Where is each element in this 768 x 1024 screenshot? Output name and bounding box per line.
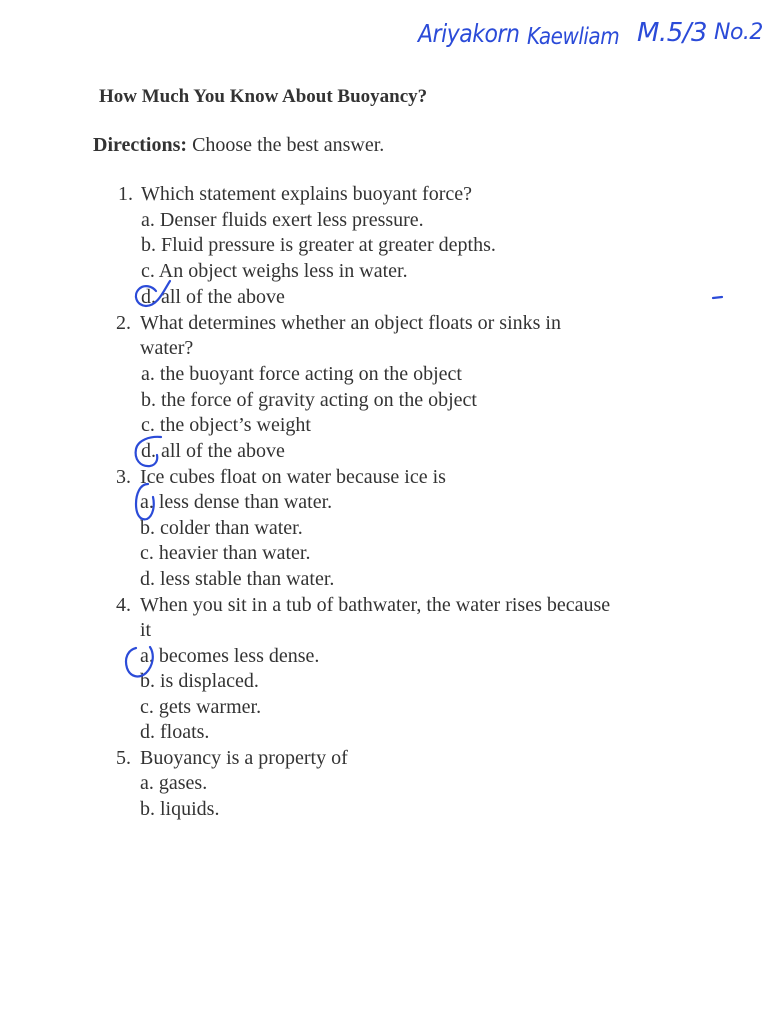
- question-5-number: 5.: [116, 747, 131, 769]
- question-4-option-a: a. becomes less dense.: [140, 645, 320, 667]
- handwritten-first-name: Ariyakorn: [418, 20, 520, 49]
- question-4-number: 4.: [116, 594, 131, 616]
- question-3-number: 3.: [116, 466, 131, 488]
- question-2-option-c: c. the object’s weight: [141, 414, 311, 436]
- question-1-option-d: d. all of the above: [141, 286, 285, 308]
- question-4-option-c: c. gets warmer.: [140, 696, 262, 718]
- directions: [93, 134, 384, 157]
- question-5-option-b: b. liquids.: [140, 798, 220, 820]
- question-1-option-a: a. Denser fluids exert less pressure.: [141, 209, 424, 231]
- question-1-number: 1.: [118, 183, 133, 205]
- question-1-option-b: b. Fluid pressure is greater at greater depths.: [141, 234, 496, 256]
- question-5-option-a: a. gases.: [140, 772, 208, 794]
- handwritten-number: No.2: [714, 20, 763, 45]
- question-4-text-line-2: it: [140, 619, 152, 641]
- question-3-option-d: d. less stable than water.: [140, 568, 335, 590]
- worksheet-title: How Much You Know About Buoyancy?: [99, 86, 428, 107]
- question-2-text-line-2: water?: [140, 337, 194, 359]
- question-3-option-b: b. colder than water.: [140, 517, 303, 539]
- question-1-option-c: c. An object weighs less in water.: [141, 260, 408, 282]
- question-2-option-d: d. all of the above: [141, 440, 285, 462]
- question-5-text: Buoyancy is a property of: [140, 747, 348, 769]
- handwritten-header: [0, 18, 768, 58]
- handwritten-dash: [713, 297, 722, 298]
- question-4-option-d: d. floats.: [140, 721, 210, 743]
- question-2-text-line-1: What determines whether an object floats or sinks in: [140, 312, 561, 334]
- question-3-option-c: c. heavier than water.: [140, 542, 311, 564]
- handwritten-class: M.5/3: [637, 18, 708, 48]
- question-4-option-b: b. is displaced.: [140, 670, 259, 692]
- question-4-text-line-1: When you sit in a tub of bathwater, the water rises because: [140, 594, 611, 616]
- question-1-text: Which statement explains buoyant force?: [141, 183, 472, 205]
- question-2-number: 2.: [116, 312, 131, 334]
- question-3-text: Ice cubes float on water because ice is: [140, 466, 446, 488]
- question-3-option-a: a. less dense than water.: [140, 491, 333, 513]
- question-2-option-b: b. the force of gravity acting on the object: [141, 389, 477, 411]
- handwritten-last-name: Kaewliam: [527, 22, 620, 50]
- question-2-option-a: a. the buoyant force acting on the object: [141, 363, 462, 385]
- directions-label: Directions:: [93, 134, 188, 156]
- directions-text: Choose the best answer.: [192, 134, 385, 156]
